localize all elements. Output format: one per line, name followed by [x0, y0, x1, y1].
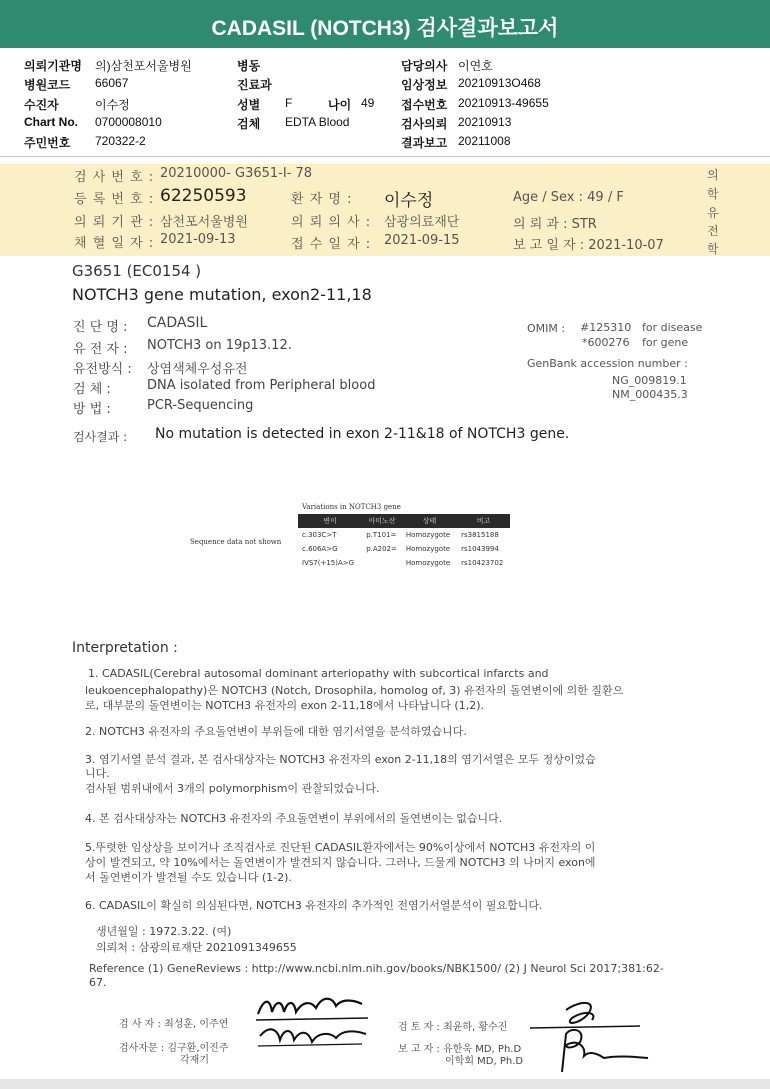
collected-date: 2021-09-13 — [160, 232, 236, 247]
resident-no-label: 주민번호 — [24, 136, 71, 150]
specimen-2: DNA isolated from Peripheral blood — [147, 378, 376, 393]
date-of-birth: 생년월일 : 1972.3.22. (여) — [96, 925, 232, 938]
report-title-bar — [0, 0, 770, 48]
gene-label: 유 전 자 : — [73, 342, 128, 357]
patient-label: 수진자 — [24, 98, 59, 112]
reference-line-1: Reference (1) GeneReviews : http://www.ncbi.nlm.nih.gov/books/NBK1500/ (2) J Neurol Sci 2017;381:62- — [89, 962, 664, 975]
sex-value: F — [285, 96, 293, 110]
genbank-label: GenBank accession number : — [527, 357, 688, 370]
institution-value: 의)삼천포서울병원 — [95, 59, 192, 73]
advisor-line-2: 각재기 — [180, 1055, 209, 1066]
test-code: G3651 (EC0154 ) — [72, 262, 202, 280]
received-label: 접 수 일 자 : — [291, 237, 372, 252]
advisor-line-1: 검사자문 : 김구환,이진주 — [119, 1043, 229, 1054]
report-date-2: 보 고 일 자 : 2021-10-07 — [513, 238, 664, 253]
reporter-line-2: 이학회 MD, Ph.D — [445, 1056, 524, 1067]
table-row: c.303C>T p.T101= Homozygote rs3815188 — [302, 531, 499, 539]
physician-value: 이연호 — [458, 59, 493, 73]
specimen-value: EDTA Blood — [285, 115, 350, 129]
sequence-note: Sequence data not shown — [190, 538, 282, 546]
report-date-value: 20211008 — [458, 134, 511, 148]
hospital-code-value: 66067 — [95, 76, 129, 90]
diagnosis-label: 진 단 명 : — [73, 320, 128, 335]
report-title: CADASIL (NOTCH3) 검사결과보고서 — [211, 17, 559, 40]
specimen-label-2: 검 체 : — [73, 382, 111, 397]
method-label: 방 법 : — [73, 402, 111, 417]
request-date-label: 검사의뢰 — [401, 117, 448, 131]
patient-name: 이수정 — [384, 191, 434, 211]
variations-table — [298, 514, 510, 570]
department-label: 진료과 — [237, 78, 272, 92]
dept: 의 뢰 과 : STR — [513, 217, 597, 232]
age-sex: Age / Sex : 49 / F — [513, 190, 624, 205]
physician-label: 담당의사 — [401, 59, 448, 73]
header-divider — [0, 156, 770, 157]
variations-header-row — [298, 514, 510, 528]
gene: NOTCH3 on 19p13.12. — [147, 338, 292, 353]
reg-no-label: 등 록 번 호 : — [74, 192, 155, 207]
report-date-label: 결과보고 — [401, 136, 448, 150]
receipt-no-label: 접수번호 — [401, 98, 448, 112]
genbank-nm: NM_000435.3 — [612, 388, 688, 401]
exam-no: 20210000- G3651-I- 78 — [160, 166, 313, 181]
table-row: IVS7(+15)A>G Homozygote rs10423702 — [302, 559, 504, 567]
chart-no-value: 0700008010 — [95, 115, 162, 129]
chart-no-label: Chart No. — [24, 115, 78, 129]
age-label: 나이 — [328, 98, 352, 112]
method: PCR-Sequencing — [147, 398, 254, 413]
exam-no-label: 검 사 번 호 : — [74, 170, 155, 185]
col-status: 상태 — [402, 514, 457, 528]
doctor: 삼광의료재단 — [384, 215, 460, 230]
institution-2: 삼천포서울병원 — [160, 215, 248, 230]
col-note: 비고 — [457, 514, 510, 528]
resident-no-value: 720322-2 — [95, 134, 146, 148]
reviewer: 검 토 자 : 최윤하, 황수진 — [398, 1022, 508, 1033]
receipt-no-value: 20210913-49655 — [458, 96, 549, 110]
reviewer-signature — [528, 996, 653, 1076]
reporter-line-1: 보 고 자 : 유한욱 MD, Ph.D — [398, 1044, 522, 1055]
ward-label: 병동 — [237, 59, 261, 73]
test-name: NOTCH3 gene mutation, exon2-11,18 — [72, 285, 372, 304]
omim-disease: #125310 — [580, 321, 632, 334]
age-value: 49 — [361, 96, 375, 110]
institution-label: 의뢰기관명 — [24, 59, 82, 73]
institution-label-2: 의 뢰 기 관 : — [74, 215, 155, 230]
genbank-ng: NG_009819.1 — [612, 374, 687, 387]
omim-gene: *600276 — [582, 336, 630, 349]
reference-line-2: 67. — [89, 976, 107, 989]
patient-value: 이수정 — [95, 98, 130, 112]
inheritance-label: 유전방식 : — [73, 362, 132, 377]
variations-caption: Variations in NOTCH3 gene — [302, 503, 401, 511]
hospital-code-label: 병원코드 — [24, 78, 71, 92]
specimen-label: 검체 — [237, 117, 261, 131]
interpretation-heading: Interpretation : — [72, 640, 178, 656]
page-bottom-strip — [0, 1079, 770, 1089]
omim-label: OMIM : — [527, 322, 566, 335]
result-text: No mutation is detected in exon 2-11&18 of NOTCH3 gene. — [155, 426, 570, 442]
doctor-label: 의 뢰 의 사 : — [291, 215, 372, 230]
reg-no: 62250593 — [160, 186, 247, 206]
sex-label: 성별 — [237, 98, 261, 112]
inheritance: 상염색체우성유전 — [147, 362, 248, 377]
col-amino-acid: 아미노산 — [362, 514, 402, 528]
clinical-info-label: 임상정보 — [401, 78, 448, 92]
collected-label: 채 혈 일 자 : — [74, 236, 155, 251]
clinical-info-value: 20210913O468 — [458, 76, 541, 90]
col-variant: 변이 — [298, 514, 362, 528]
received-date: 2021-09-15 — [384, 233, 460, 248]
patient-name-label: 환 자 명 : — [291, 192, 353, 207]
diagnosis: CADASIL — [147, 315, 208, 331]
result-label: 검사결과 : — [73, 430, 128, 444]
request-date-value: 20210913 — [458, 115, 512, 129]
table-row: c.606A>G p.A202= Homozygote rs1043994 — [302, 545, 499, 553]
omim-disease-note: for disease — [642, 321, 703, 334]
omim-gene-note: for gene — [642, 336, 689, 349]
examiner-signature — [250, 990, 380, 1058]
requester: 의뢰처 : 삼광의료재단 2021091349655 — [96, 941, 297, 954]
examiner: 검 사 자 : 최성훈, 이주연 — [119, 1019, 229, 1030]
